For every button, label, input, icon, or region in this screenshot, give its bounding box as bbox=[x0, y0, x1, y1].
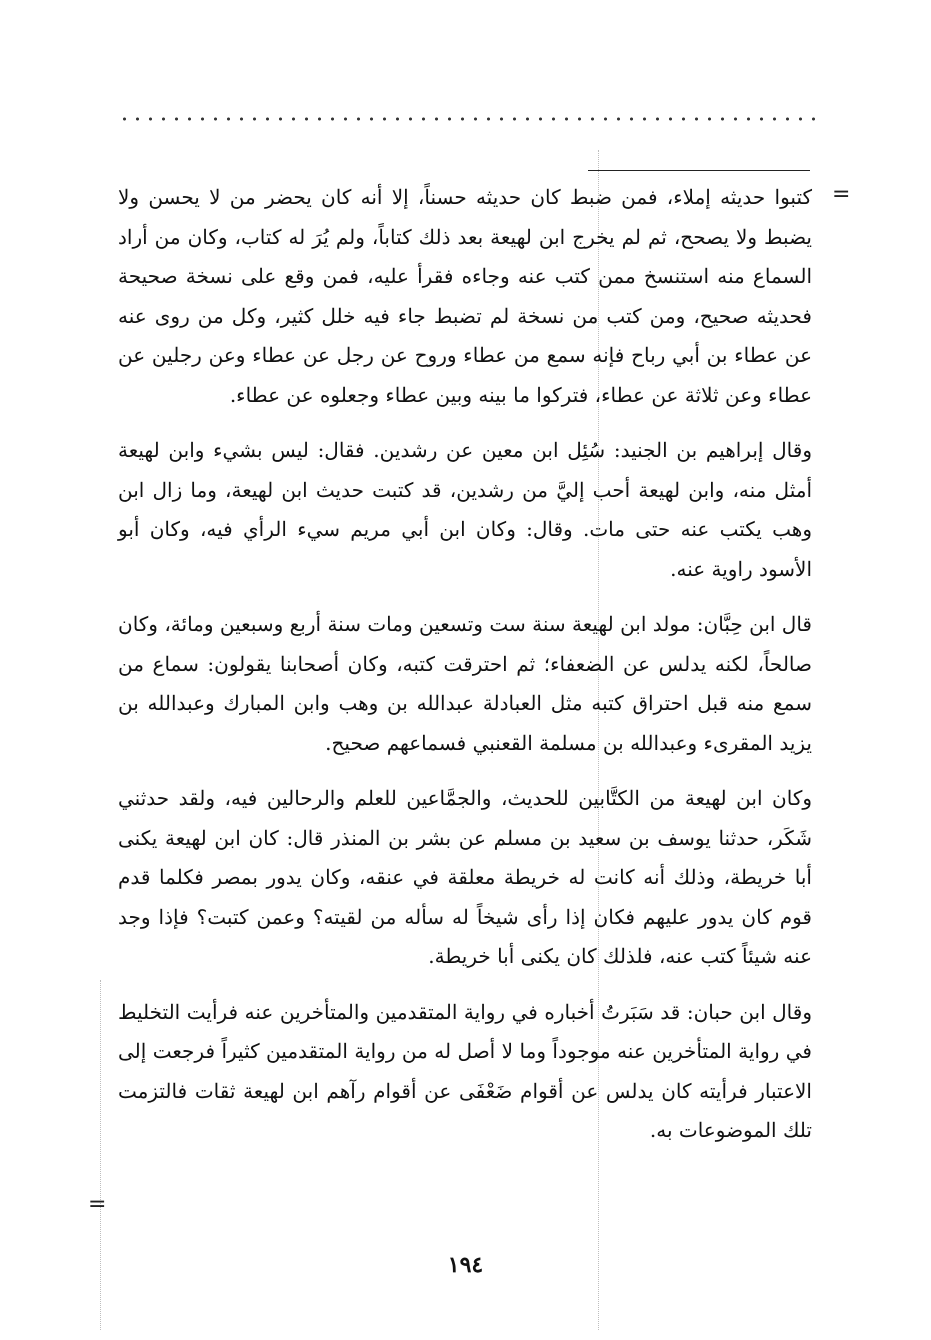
page-number: ١٩٤ bbox=[447, 1252, 484, 1278]
dotted-separator bbox=[118, 116, 818, 122]
continuation-marker-top: = bbox=[832, 182, 851, 207]
paragraph: وقال ابن حبان: قد سَبَرتُ أخباره في رواية المتقدمين والمتأخرين عنه فرأيت التخليط في رواية المتأخرين عنه موجوداً وما لا أصل له من رواية المتقدمين كثيراً فرجعت إلى الاعتبار فرأيته كان يدلس عن أقوام ضَعْفَى عن أقوام رآهم ابن لهيعة ثقات فالتزمت تلك الموضوعات به. bbox=[118, 999, 812, 1142]
paragraph: كتبوا حديثه إملاء، فمن ضبط كان حديثه حسناً، إلا أنه كان يحضر من لا يحسن ولا يضبط ولا يصحح، ثم لم يخرج ابن لهيعة بعد ذلك كتاباً، ولم يُرَ له كتاب، وكان من أراد السماع منه استنسخ ممن كتب عنه وجاءه فقرأ عليه، فمن وقع على نسخة صحيحة فحديثه صحيح، ومن كتب من نسخة لم تضبط جاء فيه خلل كثير، وكل من روى عنه عن عطاء بن أبي رباح فإنه سمع من عطاء وروح عن رجل عن عطاء وعن رجلين عن عطاء وعن ثلاثة عن عطاء، فتركوا ما بينه وبين عطاء وجعلوه عن عطاء. bbox=[118, 185, 812, 407]
paragraph: وقال إبراهيم بن الجنيد: سُئِل ابن معين عن رشدين. فقال: ليس بشيء وابن لهيعة أمثل منه، وابن لهيعة أحب إليَّ من رشدين، قد كتبت حديث ابن لهيعة، وما زال ابن وهب يكتب عنه حتى مات. وقال: وكان ابن أبي مريم سيء الرأي فيه، وكان أبو الأسود راوية عنه. bbox=[118, 438, 813, 581]
paragraph: وكان ابن لهيعة من الكتَّابين للحديث، والجمَّاعين للعلم والرحالين فيه، ولقد حدثني شَكَر، حدثنا يوسف بن سعيد بن مسلم عن بشر بن المنذر قال: كان ابن لهيعة يكنى أبا خريطة، وذلك أنه كانت له خريطة معلقة في عنقه، وكان يدور بمصر فكلما قدم قوم كان يدور عليهم فكان إذا رأى شيخاً له سأله من لقيته؟ وعمن كتبت؟ فإذا وجد عنه شيئاً كتب عنه، فلذلك كان يكنى أبا خريطة. bbox=[118, 786, 812, 968]
page-body bbox=[118, 178, 812, 1167]
continuation-marker-bottom: = bbox=[88, 1192, 107, 1217]
paragraph: قال ابن حِبَّان: مولد ابن لهيعة سنة ست وتسعين ومات سنة أربع وسبعين ومائة، وكان صالحاً، لكنه يدلس عن الضعفاء؛ ثم احترقت كتبه، وكان أصحابنا يقولون: سماع من سمع منه قبل احتراق كتبه مثل العبادلة عبدالله بن وهب وابن المبارك وعبدالله بن يزيد المقرىء وعبدالله بن مسلمة القعنبي فسماعهم صحيح. bbox=[118, 612, 812, 755]
footnote-continuation-rule bbox=[588, 170, 810, 171]
